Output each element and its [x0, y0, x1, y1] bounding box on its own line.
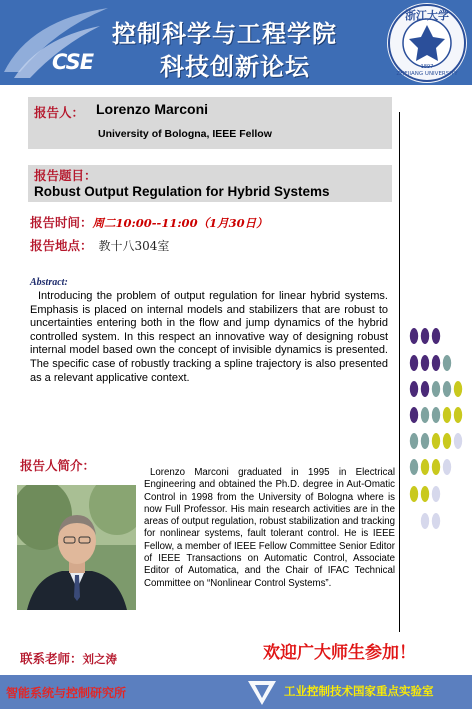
abstract-title: Abstract:: [30, 277, 68, 288]
place-row: [30, 236, 169, 255]
university-emblem: [387, 3, 467, 83]
topic-label: 报告题目：: [34, 168, 97, 183]
dot-pattern: [410, 328, 462, 529]
place-value: 教十八304室: [98, 239, 170, 253]
header-banner: [0, 0, 472, 85]
welcome-message: 欢迎广大师生参加！: [263, 643, 416, 663]
topic-title: Robust Output Regulation for Hybrid Systems: [34, 184, 330, 199]
place-label: 报告地点：: [30, 238, 93, 253]
speaker-photo: [17, 485, 136, 610]
emblem-chinese-text: 浙江大学: [405, 9, 449, 22]
college-title: 控制科学与工程学院: [112, 19, 337, 48]
emblem-year: 1897: [420, 64, 434, 70]
cse-logo-text: CSE: [52, 50, 94, 74]
lab-logo-icon: [246, 677, 278, 707]
speaker-box: [28, 97, 392, 149]
decorative-dots: [408, 326, 468, 536]
speaker-affiliation: University of Bologna, IEEE Fellow: [98, 128, 272, 140]
speaker-name: Lorenzo Marconi: [96, 101, 209, 117]
speaker-label: 报告人：: [34, 105, 85, 120]
forum-title: 科技创新论坛: [160, 52, 310, 81]
time-label: 报告时间：: [30, 215, 93, 230]
vertical-divider: [399, 112, 400, 632]
contact-label: 联系老师：: [20, 651, 83, 666]
footer-bar: [0, 675, 472, 709]
footer-lab: 工业控制技术国家重点实验室: [284, 684, 434, 698]
abstract-text: Introducing the problem of output regulation for linear hybrid systems. Emphasis is placed on internal models and stabilizers that are robust to uncertainties entering both in the flow and jump dynamics of the hybrid controlled system. In this respect an innovative way of designing robust internal model based own the concept of invisible dynamics is presented. The specific case of robustly tracking a spline trajectory is also presented as a relevant applicative context.: [30, 290, 388, 384]
bio-text: Lorenzo Marconi graduated in 1995 in Electrical Engineering and obtained the Ph.D. degree in Aut-Omatic Control in 1998 from the University of Bologna where is now Full Professor. His main research activities are in the areas of output regulation, robust stabilization and tracking for nonlinear systems, fault tolerant control. He is IEEE Fellow, a member of IEEE Fellow Committee Senior Editor of IEEE Transactions on Automatic Control, Associate Editor of Automatica, and the Chair of IFAC Technical Committee on “Nonlinear Control Systems”.: [144, 467, 395, 589]
emblem-english-text: ZHEJIANG UNIVERSITY: [396, 71, 458, 77]
time-row: [30, 213, 268, 232]
bio-label: 报告人简介：: [20, 458, 96, 473]
contact-name: 刘之涛: [82, 652, 118, 666]
footer-institute: 智能系统与控制研究所: [6, 686, 127, 700]
time-value: 周二10:00--11:00（1月30日）: [92, 216, 268, 230]
topic-box: [28, 165, 392, 202]
contact-row: [20, 649, 117, 668]
